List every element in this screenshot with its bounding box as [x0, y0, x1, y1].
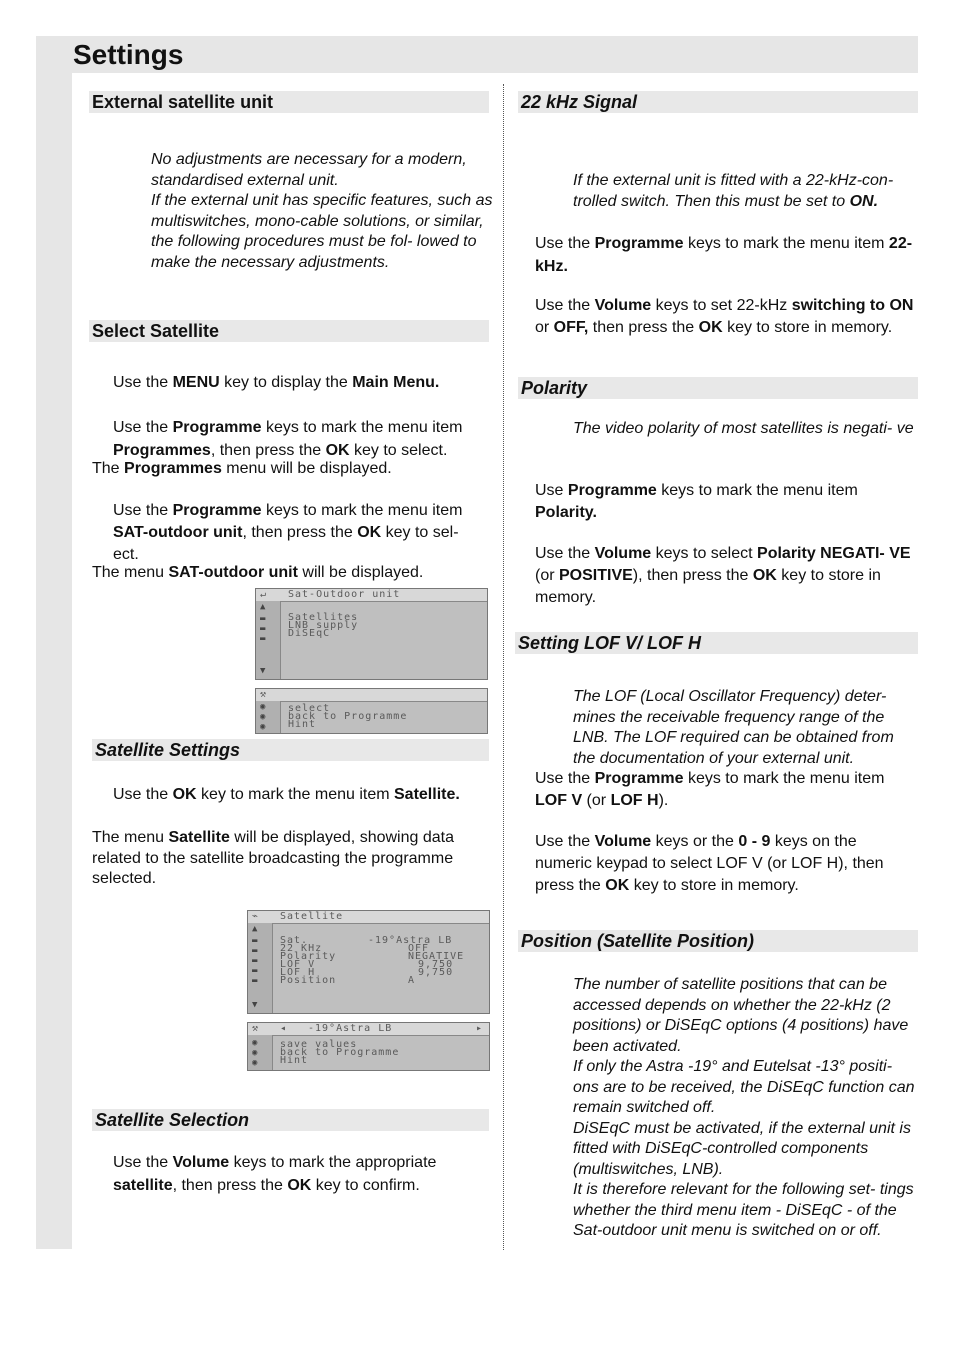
osd-title: Satellite [280, 911, 344, 922]
osd-row-value: -19°Astra LB [368, 935, 453, 946]
osd-title-bar [248, 911, 489, 924]
osd-footer-rail [248, 1035, 273, 1070]
position-note-3: DiSEqC must be activated, if the external unit is fitted with DiSEqC-controlled components (multiswitches, LNB). [573, 1119, 911, 1178]
list-marker-icon: ▬ [260, 614, 266, 624]
osd-footer-save: save values [280, 1039, 358, 1050]
22khz-step-1: Use the Programme keys to mark the menu item 22-kHz. [535, 235, 913, 275]
down-arrow-icon: ▼ [252, 1000, 258, 1010]
osd-sat-outdoor-footer [255, 688, 488, 734]
position-note-1: The number of satellite positions that can be accessed depends on whether the 22-kHz (2 positions) or DiSEqC options (4 positions) have been activated. [573, 976, 909, 1055]
right-arrow-icon: ▸ [476, 1023, 484, 1034]
osd-item-diseqc: DiSEqC [288, 628, 331, 639]
column-divider [503, 84, 504, 1250]
osd-item-satellites: Satellites [288, 612, 359, 623]
tool-icon: ⚒ [252, 1023, 260, 1034]
position-note-4: It is therefore relevant for the following set- tings whether the third menu item - DiSEqC - of the Sat-outdoor unit menu is switched on or off. [573, 1181, 914, 1239]
osd-row-label: Position [280, 975, 337, 986]
back-arrow-icon: ↵ [260, 589, 268, 600]
osd-row-label: LOF V [280, 959, 316, 970]
lof-note: The LOF (Local Oscillator Frequency) deter- mines the receivable frequency range of the LNB. The LOF required can be obtained from the documentation of your external unit. [573, 688, 894, 767]
select-sat-step-3: Use the Programme keys to mark the menu item SAT-outdoor unit, then press the OK key to sel- ect. [113, 502, 463, 563]
external-note-2: If the external unit has specific features, such as multiswitches, mono-cable solutions, or similar, the following procedures must be fol- lowed to make the necessary adjustments. [151, 192, 493, 271]
polarity-note: The video polarity of most satellites is negati- ve [573, 420, 914, 437]
hint-button-icon: ◉ [252, 1058, 258, 1068]
osd-title-bar [256, 589, 487, 602]
left-arrow-icon: ◂ [280, 1023, 288, 1034]
satellite-settings-step-1: Use the OK key to mark the menu item Satellite. [113, 786, 460, 803]
select-sat-step-1: Use the MENU key to display the Main Menu. [113, 374, 440, 391]
osd-row-value: 9,750 [418, 959, 454, 970]
osd-row-value: NEGATIVE [408, 951, 465, 962]
hint-button-icon: ◉ [260, 722, 266, 732]
ok-button-icon: ◉ [252, 1038, 258, 1048]
osd-side-rail [248, 923, 273, 1013]
osd-title: Sat-Outdoor unit [288, 589, 401, 600]
list-marker-icon: ▬ [252, 956, 258, 966]
position-note-2: If only the Astra -19° and Eutelsat -13° positi- ons are to be received, the DiSEqC function can remain switched off. [573, 1058, 915, 1116]
satellite-selection-step: Use the Volume keys to mark the appropriate satellite, then press the OK key to confirm. [113, 1154, 437, 1194]
polarity-step-1: Use Programme keys to mark the menu item Polarity. [535, 482, 858, 521]
list-marker-icon: ▬ [252, 936, 258, 946]
external-note-1: No adjustments are necessary for a modern, standardised external unit. [151, 151, 467, 189]
osd-footer-back: back to Programme [288, 711, 408, 722]
osd-side-rail [256, 601, 281, 679]
osd-row-label: 22 KHz [280, 943, 323, 954]
list-marker-icon: ▬ [252, 976, 258, 986]
osd-satellite-selector: -19°Astra LB [308, 1023, 393, 1034]
osd-row-label: Sat. [280, 935, 309, 946]
osd-footer-select: select [288, 703, 331, 714]
osd-satellite-menu [247, 910, 490, 1014]
osd-footer-back: back to Programme [280, 1047, 400, 1058]
osd-footer-bar [248, 1023, 489, 1036]
up-arrow-icon: ▲ [252, 924, 258, 934]
position-note [573, 975, 918, 1242]
up-arrow-icon: ▲ [260, 602, 266, 612]
osd-item-lnb-supply: LNB supply [288, 620, 359, 631]
programme-button-icon: ◉ [260, 712, 266, 722]
list-marker-icon: ▬ [252, 966, 258, 976]
osd-sat-outdoor-menu [255, 588, 488, 680]
select-sat-result-1: The Programmes menu will be displayed. [92, 460, 392, 477]
osd-footer-rail [256, 701, 281, 733]
osd-row-value: 9,750 [418, 967, 454, 978]
down-arrow-icon: ▼ [260, 666, 266, 676]
osd-footer-hint: Hint [288, 719, 317, 730]
satellite-dish-icon: ⌁ [252, 911, 260, 922]
osd-footer-hint: Hint [280, 1055, 309, 1066]
satellite-settings-info: The menu Satellite will be displayed, showing data related to the satellite broadcasting the programme selected. [92, 829, 454, 887]
select-sat-result-2: The menu SAT-outdoor unit will be displayed. [92, 564, 424, 581]
list-marker-icon: ▬ [252, 946, 258, 956]
page-sidebar [36, 36, 72, 1249]
select-sat-step-2: Use the Programme keys to mark the menu item Programmes, then press the OK key to select. [113, 419, 463, 459]
polarity-step-2: Use the Volume keys to select Polarity NEGATI- VE (or POSITIVE), then press the OK key to store in memory. [535, 545, 911, 606]
osd-row-value: OFF [408, 943, 430, 954]
osd-satellite-footer [247, 1022, 490, 1071]
osd-footer-bar [256, 689, 487, 702]
osd-row-value: A [408, 975, 416, 986]
heading-22khz-signal: 22 kHz Signal [518, 91, 918, 113]
programme-button-icon: ◉ [252, 1048, 258, 1058]
heading-setting-lof: Setting LOF V/ LOF H [515, 632, 918, 654]
external-unit-note [151, 150, 496, 273]
osd-row-label: LOF H [280, 967, 316, 978]
heading-satellite-settings: Satellite Settings [92, 739, 489, 761]
tool-icon: ⚒ [260, 689, 268, 700]
page-title: Settings [73, 39, 184, 70]
lof-step-2: Use the Volume keys or the 0 - 9 keys on the numeric keypad to select LOF V (or LOF H), then press the OK key to store in memory. [535, 833, 884, 894]
22khz-step-2: Use the Volume keys to set 22-kHz switching to ON or OFF, then press the OK key to store in memory. [535, 297, 914, 336]
22khz-note: If the external unit is fitted with a 22-kHz-con- trolled switch. Then this must be set to ON. [573, 172, 894, 210]
heading-external-unit: External satellite unit [89, 91, 489, 113]
heading-polarity: Polarity [518, 377, 918, 399]
heading-select-satellite: Select Satellite [89, 320, 489, 342]
list-marker-icon: ▬ [260, 624, 266, 634]
heading-position: Position (Satellite Position) [518, 930, 918, 952]
heading-satellite-selection: Satellite Selection [92, 1109, 489, 1131]
ok-button-icon: ◉ [260, 702, 266, 712]
lof-step-1: Use the Programme keys to mark the menu item LOF V (or LOF H). [535, 770, 885, 809]
list-marker-icon: ▬ [260, 634, 266, 644]
osd-row-label: Polarity [280, 951, 337, 962]
